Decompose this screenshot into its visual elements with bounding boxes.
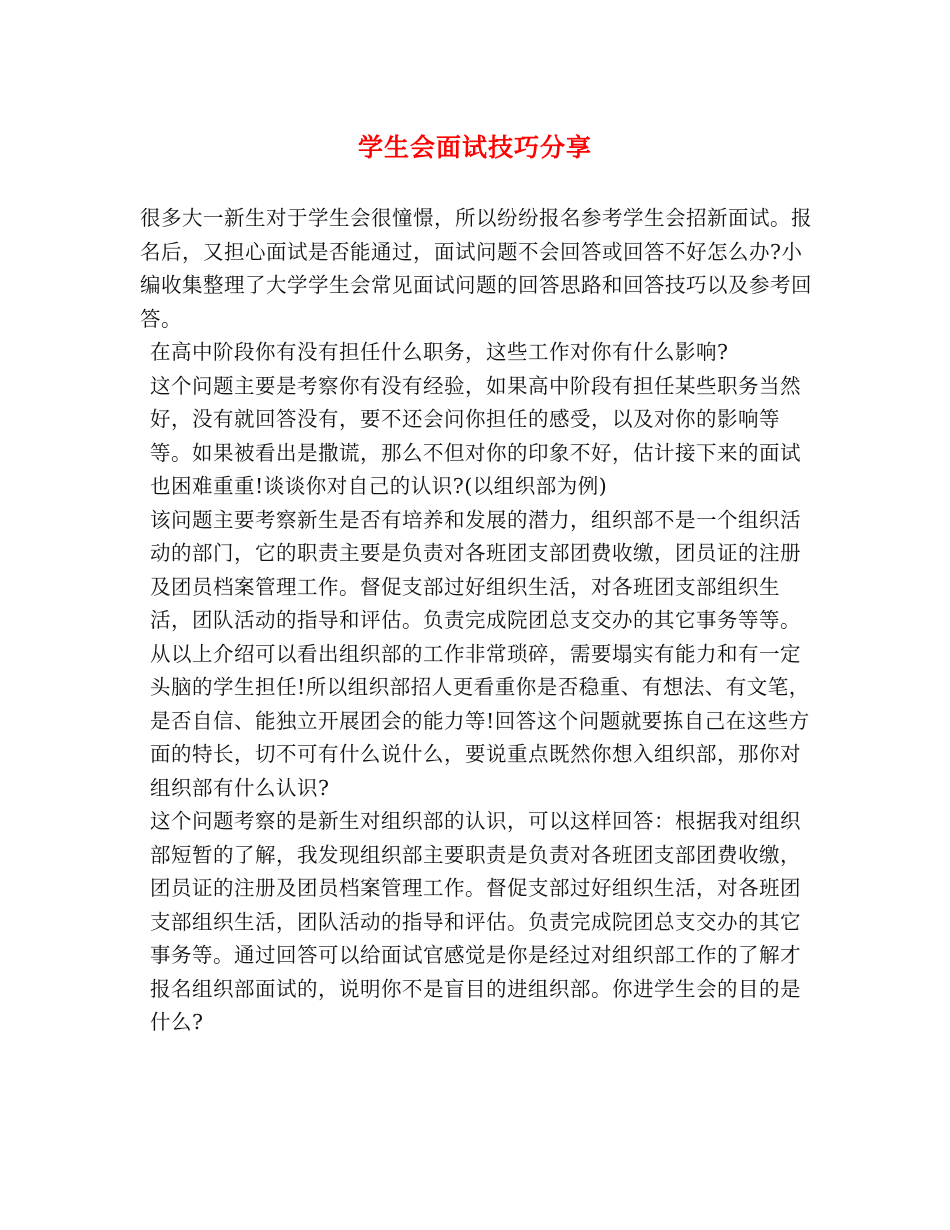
intro-paragraph: 很多大一新生对于学生会很憧憬，所以纷纷报名参考学生会招新面试。报名后，又担心面试是否能通过，面试问题不会回答或回答不好怎么办?小编收集整理了大学学生会常见面试问题的回答思路和回答技巧以及参考回答。 [140, 206, 812, 331]
answer-3-paragraph: 这个问题考察的是新生对组织部的认识，可以这样回答：根据我对组织部短暂的了解，我发现组织部主要职责是负责对各班团支部团费收缴，团员证的注册及团员档案管理工作。督促支部过好组织生活，对各班团支部组织生活，团队活动的指导和评估。负责完成院团总支交办的其它事务等。通过回答可以给面试官感觉是你是经过对组织部工作的了解才报名组织部面试的，说明你不是盲目的进组织部。你进学生会的目的是什么? [150, 809, 801, 1034]
answer-1-paragraph: 这个问题主要是考察你有没有经验，如果高中阶段有担任某些职务当然好，没有就回答没有，要不还会问你担任的感受，以及对你的影响等等。如果被看出是撒谎，那么不但对你的印象不好，估计接下来的面试也困难重重!谈谈你对自己的认识?(以组织部为例) [150, 373, 801, 498]
answer-2-paragraph: 该问题主要考察新生是否有培养和发展的潜力，组织部不是一个组织活动的部门，它的职责主要是负责对各班团支部团费收缴，团员证的注册及团员档案管理工作。督促支部过好组织生活，对各班团支部组织生活，团队活动的指导和评估。负责完成院团总支交办的其它事务等等。从以上介绍可以看出组织部的工作非常琐碎，需要塌实有能力和有一定头脑的学生担任!所以组织部招人更看重你是否稳重、有想法、有文笔，是否自信、能独立开展团会的能力等!回答这个问题就要拣自己在这些方面的特长，切不可有什么说什么，要说重点既然你想入组织部，那你对组织部有什么认识? [150, 507, 810, 800]
document-title: 学生会面试技巧分享 [357, 133, 592, 162]
question-1-paragraph: 在高中阶段你有没有担任什么职务，这些工作对你有什么影响? [150, 340, 729, 364]
document-body [140, 202, 820, 1040]
